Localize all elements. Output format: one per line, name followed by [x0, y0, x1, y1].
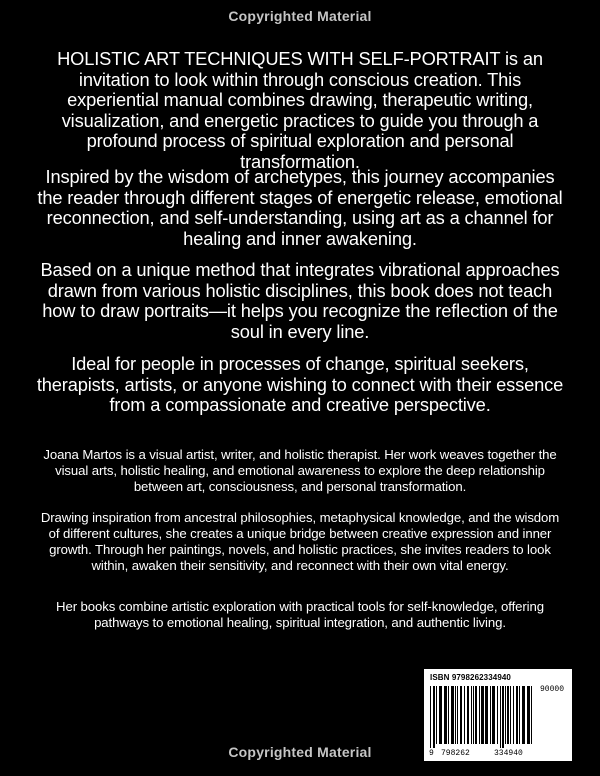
- isbn-label: ISBN 9798262334940: [430, 673, 511, 682]
- barcode-stripe: [527, 686, 530, 744]
- barcode-stripe: [471, 686, 472, 744]
- barcode-stripe: [490, 686, 491, 744]
- barcode-stripe: [436, 686, 437, 744]
- price-code: 90000: [540, 685, 565, 694]
- barcode-stripe: [505, 686, 506, 744]
- barcode-stripe: [507, 686, 509, 744]
- barcode-stripe: [522, 686, 525, 744]
- barcode-stripe: [457, 686, 458, 744]
- copyright-watermark-bottom: Copyrighted Material: [228, 744, 372, 760]
- barcode-stripe: [460, 686, 462, 744]
- description-paragraph: HOLISTIC ART TECHNIQUES WITH SELF-PORTRAIT is an invitation to look within through conscious creation. This experiential manual combines drawing, therapeutic writing, visualization, and energetic practices to guide you through a profound process of spiritual exploration and personal transformation.: [57, 48, 543, 172]
- barcode-stripe: [448, 686, 449, 744]
- description-paragraph: Based on a unique method that integrates vibrational approaches drawn from various holistic disciplines, this book does not teach how to draw portraits—it helps you recognize the reflection of the soul in every line.: [40, 259, 560, 342]
- author-bio-paragraph: Her books combine artistic exploration with practical tools for self-knowledge, offering pathways to emotional healing, spiritual integration, and authentic living.: [56, 599, 544, 630]
- barcode-stripe: [444, 686, 447, 744]
- barcode-digits-left: 798262: [441, 749, 470, 758]
- barcode-stripe: [531, 686, 532, 744]
- copyright-watermark-top: Copyrighted Material: [228, 8, 372, 24]
- barcode-stripe: [467, 686, 469, 744]
- author-bio-paragraph: Drawing inspiration from ancestral philosophies, metaphysical knowledge, and the wisdom of different cultures, she creates a unique bridge between creative expression and inner growth. Through her paintings, novels, and holistic practices, she invites readers to look within, awaken their sensitivity, and reconnect with their own vital energy.: [40, 510, 560, 573]
- barcode-stripe: [481, 686, 484, 744]
- barcode-stripe: [451, 686, 454, 744]
- barcode-stripe: [473, 686, 474, 744]
- barcode-stripe: [479, 686, 480, 744]
- barcode-digits-right: 334940: [494, 749, 523, 758]
- barcode-bars: [429, 686, 533, 748]
- barcode-stripe: [497, 686, 498, 744]
- description-paragraph: Inspired by the wisdom of archetypes, this journey accompanies the reader through different stages of energetic release, emotional reconnection, and self-understanding, using art as a channel for healing and inner awakening.: [37, 166, 563, 249]
- barcode-stripe: [485, 686, 488, 744]
- barcode-stripe: [519, 686, 520, 744]
- barcode-stripe: [500, 686, 501, 748]
- barcode-stripe: [492, 686, 495, 744]
- barcode-stripe: [502, 686, 504, 748]
- barcode-stripe: [475, 686, 477, 744]
- barcode-stripe: [455, 686, 456, 744]
- barcode-stripe: [513, 686, 514, 744]
- barcode-stripe: [464, 686, 465, 744]
- barcode-digit-first: 9: [429, 749, 434, 758]
- description-paragraph: Ideal for people in processes of change, spiritual seekers, therapists, artists, or anyone wishing to connect with their essence from a compassionate and creative perspective.: [36, 353, 564, 415]
- barcode-stripe: [516, 686, 518, 744]
- barcode-stripe: [510, 686, 511, 744]
- barcode-stripe: [439, 686, 442, 744]
- barcode-stripe: [433, 686, 435, 748]
- author-bio-paragraph: Joana Martos is a visual artist, writer, and holistic therapist. Her work weaves together the visual arts, holistic healing, and emotional awareness to explore the deep relationship between art, consciousness, and personal transformation.: [43, 447, 557, 494]
- barcode-stripe: [430, 686, 431, 748]
